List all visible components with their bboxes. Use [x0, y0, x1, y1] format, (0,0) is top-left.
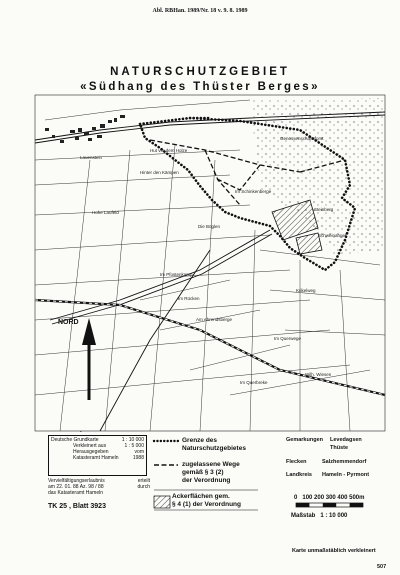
place-label: Im Rücken — [178, 296, 200, 301]
admin-label: Flecken — [286, 459, 307, 465]
source-row: Verkleinert aus 1 : 5 000 — [73, 443, 144, 450]
north-label: NORD — [58, 319, 79, 326]
acker-field-1 — [272, 200, 318, 240]
place-label: Im Schinkenberge — [235, 189, 272, 194]
admin-value: Levedagsen — [330, 437, 362, 443]
map-title-line1: NATURSCHUTZGEBIET — [110, 66, 290, 78]
north-arrow — [82, 318, 96, 400]
admin-label: Gemarkungen — [286, 437, 323, 443]
copyright-note: Vervielfältigungserlaubnis erteilt am 22. 01. 88 Az. 98 / 88 durch das Katasteramt Hameln — [48, 478, 150, 496]
map-edge-mark: . — [80, 428, 82, 434]
admin-label: Landkreis — [286, 472, 312, 478]
place-label: Krikelweg — [296, 288, 316, 293]
place-label: Im Querwege — [274, 336, 302, 341]
legend-field-symbol — [154, 496, 170, 508]
forest-area — [250, 98, 385, 255]
reduction-note: Karte unmaßstäblich verkleinert — [292, 548, 376, 554]
page-number: 507 — [377, 564, 387, 570]
source-row: Katasteramt Hameln 1988 — [73, 455, 144, 462]
place-label: Im Pfostenkamp — [160, 272, 193, 277]
legend-boundary: Grenze des Naturschutzgebietes — [182, 437, 246, 452]
journal-header: Abl. RBHan. 1989/Nr. 18 v. 9. 8. 1989 — [152, 8, 248, 14]
admin-value: Thüste — [330, 445, 349, 451]
place-label: Am Ahrendsberge — [196, 317, 233, 322]
legend-fields: Ackerflächen gem. § 4 (1) der Verordnung — [172, 493, 241, 508]
legend-paths: zugelassene Wege gemäß § 3 (2) der Verordnung — [182, 461, 240, 484]
scale-label: Maßstab 1 : 10 000 — [291, 513, 348, 519]
sheet-number: TK 25 , Blatt 3923 — [48, 503, 106, 510]
place-label: Steinberg — [314, 207, 334, 212]
place-label: Wilh. Wiesen — [305, 372, 332, 377]
scale-bar — [296, 503, 363, 507]
village-buildings — [45, 115, 125, 143]
place-label: Die Böglen — [198, 224, 221, 229]
place-label: Hohe Laufeld — [92, 210, 119, 215]
admin-value: Hameln - Pyrmont — [322, 472, 370, 478]
source-row: Deutsche Grundkarte 1 : 10 000 — [51, 437, 144, 443]
place-label: Hinter den Kämpen — [140, 170, 179, 175]
place-label: Genossenschaftsforst — [280, 136, 324, 141]
map-title-line2: «Südhang des Thüster Berges» — [80, 81, 320, 93]
source-row: Herausgegeben vom — [73, 449, 144, 456]
source-info-box — [48, 435, 147, 476]
admin-value: Salzhemmendorf — [322, 459, 367, 465]
place-label: Im Querbreke — [240, 380, 268, 385]
place-label: Schweinanger — [318, 233, 347, 238]
place-label: Lauenstein — [80, 155, 103, 160]
scale-ticks: 0 100 200 300 400 500m — [294, 495, 365, 501]
place-label: Hut vor dem Holze — [150, 148, 188, 153]
